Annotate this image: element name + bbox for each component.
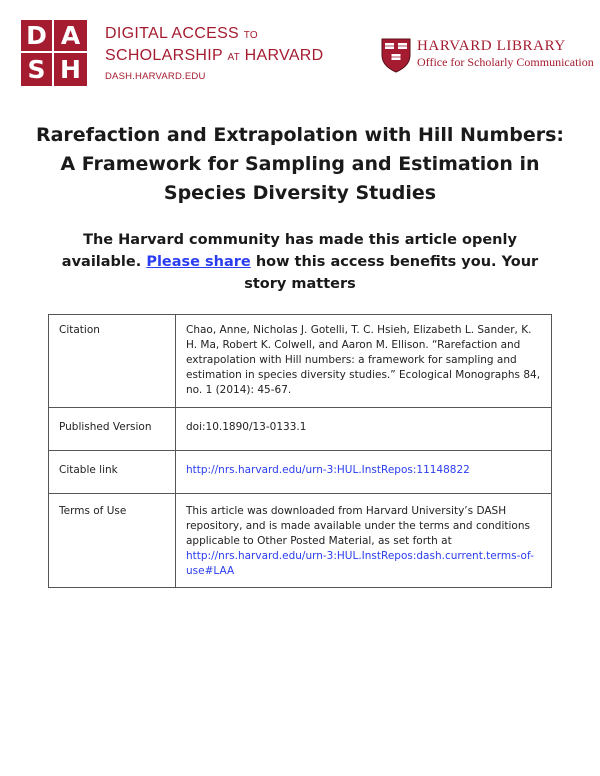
citable-link-cell bbox=[176, 451, 552, 494]
access-notice bbox=[60, 229, 540, 295]
notice-text-2: how this access benefits you. Your story matters bbox=[244, 254, 539, 292]
dash-line-2-main: SCHOLARSHIP bbox=[105, 47, 223, 64]
dash-line-1-small: TO bbox=[243, 30, 258, 41]
version-label: Published Version bbox=[49, 408, 176, 451]
table-row-link bbox=[49, 451, 552, 494]
dash-logo-letter-d: D bbox=[21, 20, 54, 53]
harvard-shield-icon bbox=[381, 37, 411, 73]
dash-logo-letter-h: H bbox=[60, 55, 81, 84]
dash-logo-letter-s: S bbox=[21, 53, 54, 86]
citable-link-label: Citable link bbox=[49, 451, 176, 494]
terms-label: Terms of Use bbox=[49, 494, 176, 588]
metadata-table bbox=[48, 314, 552, 588]
harvard-library-wordmark bbox=[417, 38, 594, 70]
please-share-link[interactable]: Please share bbox=[146, 254, 251, 270]
terms-text: This article was downloaded from Harvard University’s DASH repository, and is made available under the terms and conditions applicable to Other Posted Material, as set forth at bbox=[186, 505, 530, 547]
library-subtitle: Office for Scholarly Communication bbox=[417, 55, 594, 69]
dash-wordmark bbox=[105, 24, 324, 84]
table-row-terms bbox=[49, 494, 552, 588]
citation-label: Citation bbox=[49, 315, 176, 408]
dash-url[interactable]: DASH.HARVARD.EDU bbox=[105, 71, 206, 82]
terms-cell bbox=[176, 494, 552, 588]
dash-line-2-end: HARVARD bbox=[244, 47, 324, 64]
library-title: HARVARD LIBRARY bbox=[417, 38, 566, 54]
dash-logo-letter-a: A bbox=[54, 20, 87, 53]
dash-line-2-small: AT bbox=[227, 52, 240, 63]
table-row-citation bbox=[49, 315, 552, 408]
terms-link[interactable]: http://nrs.harvard.edu/urn-3:HUL.InstRepos:dash.current.terms-of-use#LAA bbox=[186, 550, 534, 577]
dash-line-1-main: DIGITAL ACCESS bbox=[105, 25, 240, 42]
version-value: doi:10.1890/13-0133.1 bbox=[176, 408, 552, 451]
table-row-version bbox=[49, 408, 552, 451]
citable-link[interactable]: http://nrs.harvard.edu/urn-3:HUL.InstRepos:11148822 bbox=[186, 464, 470, 476]
notice-text-1: The Harvard community has made this article openly available. bbox=[61, 232, 517, 270]
citation-value: Chao, Anne, Nicholas J. Gotelli, T. C. Hsieh, Elizabeth L. Sander, K. H. Ma, Robert K. Colwell, and Aaron M. Ellison. “Rarefaction and extrapolation with Hill numbers: a framework for sampling and estimation in species diversity studies.” Ecological Monographs 84, no. 1 (2014): 45-67. bbox=[186, 324, 541, 396]
article-title: Rarefaction and Extrapolation with Hill Numbers: A Framework for Sampling and Estimation in Species Diversity Studies bbox=[35, 124, 565, 204]
dash-logo bbox=[21, 20, 87, 86]
dash-line-1 bbox=[105, 24, 324, 46]
dash-line-2 bbox=[105, 46, 324, 68]
